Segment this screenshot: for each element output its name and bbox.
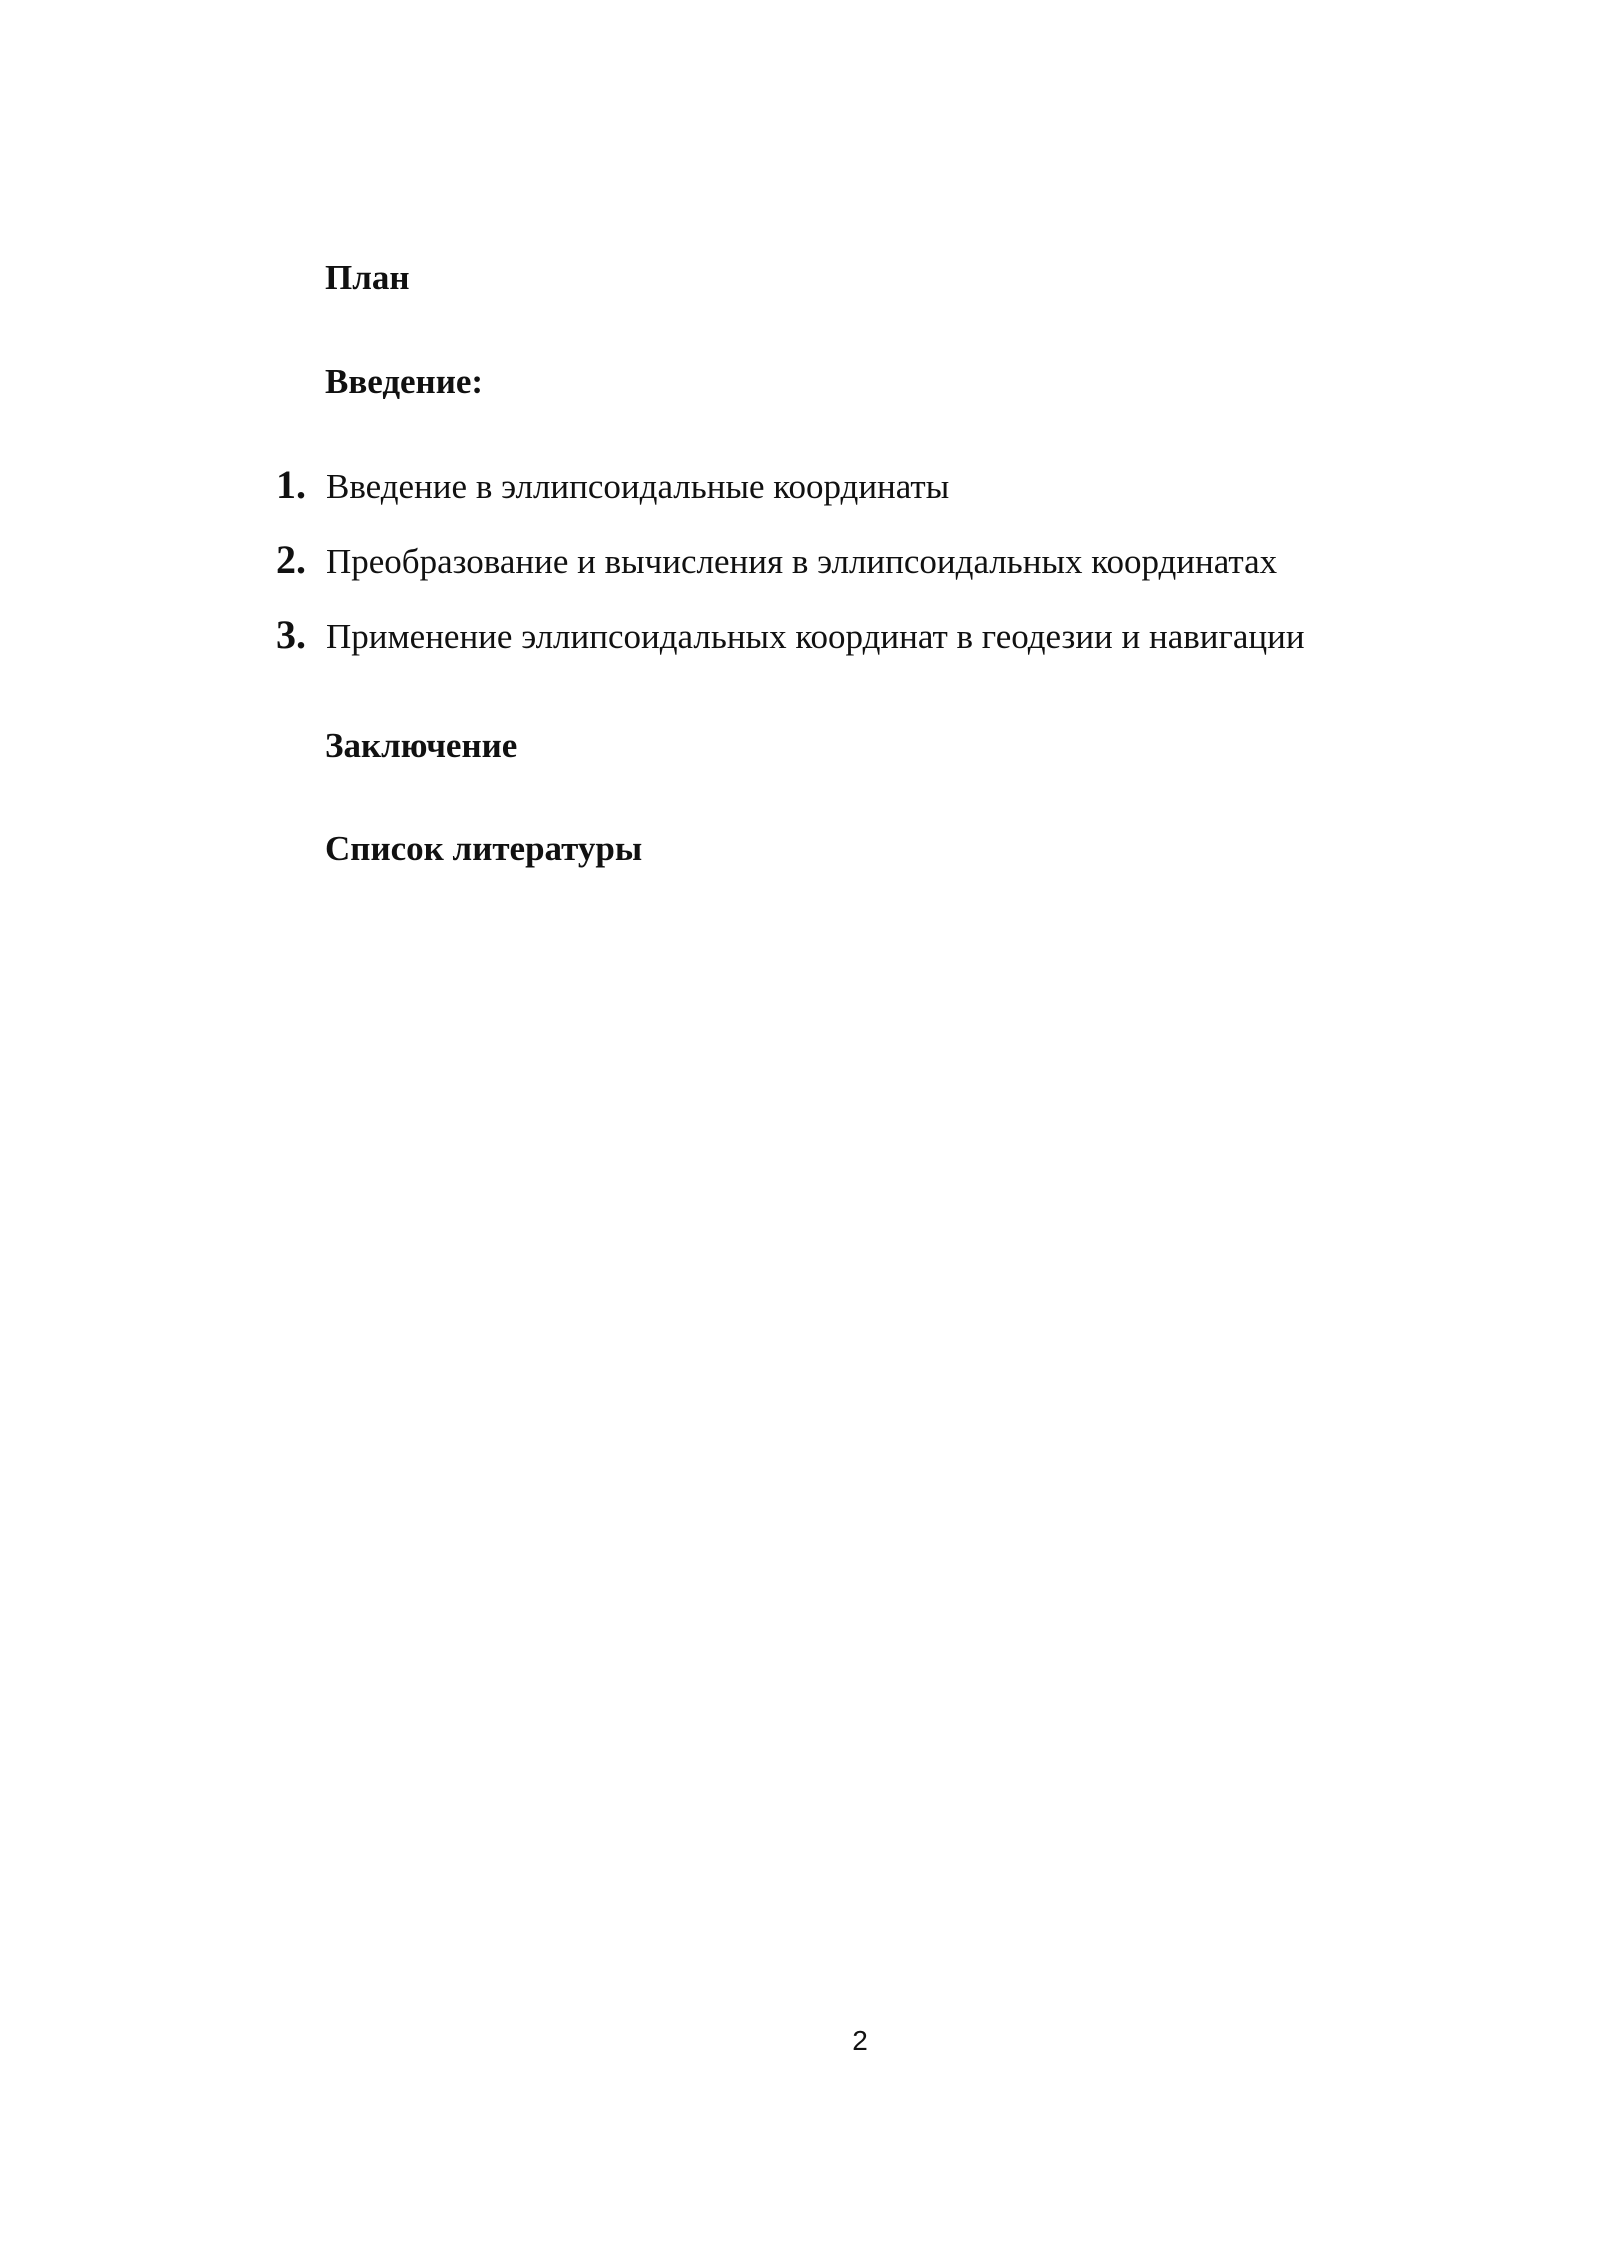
plan-heading: План: [325, 258, 410, 297]
toc-number: 1.: [276, 462, 306, 507]
toc-number: 3.: [276, 612, 306, 657]
toc-item: [276, 537, 1426, 615]
toc-text: Применение эллипсоидальных координат в геодезии и навигации: [326, 617, 1305, 656]
toc-number: 2.: [276, 537, 306, 582]
toc-item: [276, 462, 1426, 540]
table-of-contents: [276, 462, 1426, 690]
conclusion-heading: Заключение: [325, 726, 518, 765]
toc-text: Введение в эллипсоидальные координаты: [326, 467, 950, 506]
references-heading: Список литературы: [325, 829, 643, 868]
intro-heading: Введение:: [325, 362, 484, 401]
page-number: 2: [852, 2025, 868, 2056]
toc-item: [276, 612, 1426, 690]
toc-text: Преобразование и вычисления в эллипсоидальных координатах: [326, 542, 1278, 581]
